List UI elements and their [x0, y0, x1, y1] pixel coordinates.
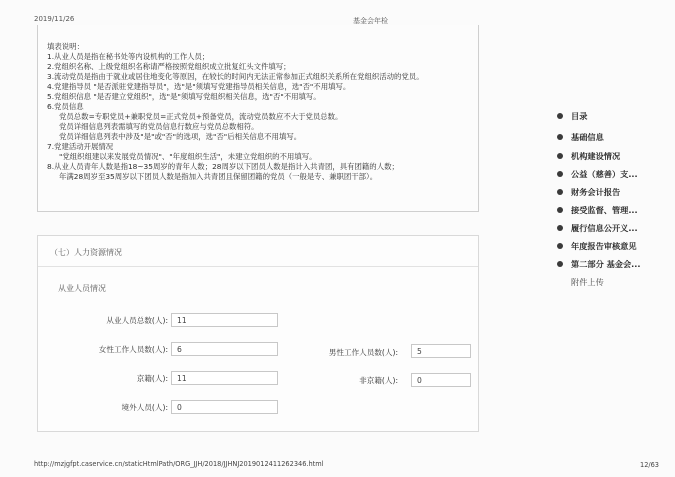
- beijing-hukou-label: 京籍(人):: [136, 374, 168, 383]
- bullet-icon: [557, 261, 563, 267]
- total-staff-label: 从业人员总数(人):: [106, 316, 168, 325]
- bullet-icon: [557, 134, 563, 140]
- instruction-line: 年满28周岁至35周岁以下团员人数是指加入共青团且保留团籍的党员（一般是专、兼职团干部）。: [59, 172, 378, 181]
- instruction-line: 7.党建活动开展情况: [47, 142, 114, 151]
- bullet-icon: [557, 189, 563, 195]
- hr-section: [37, 235, 479, 432]
- toc-item-part-two[interactable]: 第二部分 基金会...: [557, 259, 641, 270]
- female-staff-label: 女性工作人员数(人):: [98, 345, 168, 354]
- instruction-line: 2.党组织名称、上级党组织名称请严格按照党组织成立批复红头文件填写；: [47, 62, 291, 71]
- bullet-icon: [557, 113, 563, 119]
- bullet-icon: [557, 225, 563, 231]
- instruction-line: 1.从业人员是指在秘书处等内设机构的工作人员；: [47, 52, 210, 61]
- instruction-line: 党员详细信息列表需填写的党员信息行数应与党员总数相符。: [59, 122, 259, 131]
- toc-item-basic-info[interactable]: 基础信息: [557, 132, 604, 143]
- overseas-staff-field[interactable]: 0: [171, 400, 278, 414]
- instruction-line: 党员详细信息列表中涉及"是"或"否"的选项，选"否"后相关信息不用填写。: [59, 132, 302, 141]
- overseas-staff-label: 境外人员(人):: [121, 403, 168, 412]
- toc-item-org-building[interactable]: 机构建设情况: [557, 151, 620, 162]
- print-date: 2019/11/26: [34, 15, 75, 23]
- female-staff-field[interactable]: 6: [171, 342, 278, 356]
- bullet-icon: [557, 207, 563, 213]
- toc-item-audit-opinion[interactable]: 年度报告审核意见: [557, 241, 637, 252]
- toc-item-financial-report[interactable]: 财务会计报告: [557, 187, 620, 198]
- toc-item-catalog[interactable]: 目录: [557, 111, 587, 122]
- total-staff-field[interactable]: 11: [171, 313, 278, 327]
- instruction-line: 5.党组织信息 "是否建立党组织"，选"是"须填写党组织相关信息，选"否"不用填写。: [47, 92, 321, 101]
- instruction-line: 3.流动党员是指由于就业或居住地变化等原因，在较长的时间内无法正常参加正式组织关系所在党组织活动的党员。: [47, 72, 424, 81]
- bullet-icon: [557, 171, 563, 177]
- section-divider: [38, 266, 478, 267]
- subsection-title: 从业人员情况: [58, 284, 106, 293]
- toc-item-charity-spending[interactable]: 公益（慈善）支...: [557, 169, 638, 180]
- bullet-icon: [557, 153, 563, 159]
- male-staff-label: 男性工作人员数(人):: [328, 348, 398, 357]
- toc-item-supervision[interactable]: 接受监督、管理...: [557, 205, 638, 216]
- non-beijing-hukou-field[interactable]: 0: [411, 373, 471, 387]
- print-title: 基金会年检: [353, 17, 388, 25]
- instruction-line: "党组织组建以来发展党员情况"、"年度组织生活"，未建立党组织的不用填写。: [59, 152, 317, 161]
- non-beijing-hukou-label: 非京籍(人):: [359, 376, 398, 385]
- instruction-line: 4.党建指导员 "是否派驻党建指导员"，选"是"须填写党建指导员相关信息，选"否"不用填写。: [47, 82, 351, 91]
- section-title: （七）人力资源情况: [50, 248, 122, 257]
- beijing-hukou-field[interactable]: 11: [171, 371, 278, 385]
- toc-item-attachment-upload[interactable]: 附件上传: [571, 277, 604, 287]
- instructions-panel: [37, 25, 479, 212]
- page-number: 12/63: [640, 461, 660, 469]
- instruction-line: 8.从业人员青年人数是指18~35周岁的青年人数；28周岁以下团员人数是指计入共青团，具有团籍的人数；: [47, 162, 399, 171]
- instruction-line: 党员总数=专职党员+兼职党员=正式党员+预备党员，流动党员数应不大于党员总数。: [59, 112, 343, 121]
- bullet-icon: [557, 243, 563, 249]
- male-staff-field[interactable]: 5: [411, 344, 471, 358]
- footer-url: http://mzjgfpt.caservice.cn/staticHtmlPath/ORG_JJH/2018/JJHNJ2019012411262346.html: [34, 460, 324, 468]
- instructions-heading: 填表说明：: [47, 42, 84, 51]
- instruction-line: 6.党员信息: [47, 102, 84, 111]
- toc-item-disclosure[interactable]: 履行信息公开义...: [557, 223, 638, 234]
